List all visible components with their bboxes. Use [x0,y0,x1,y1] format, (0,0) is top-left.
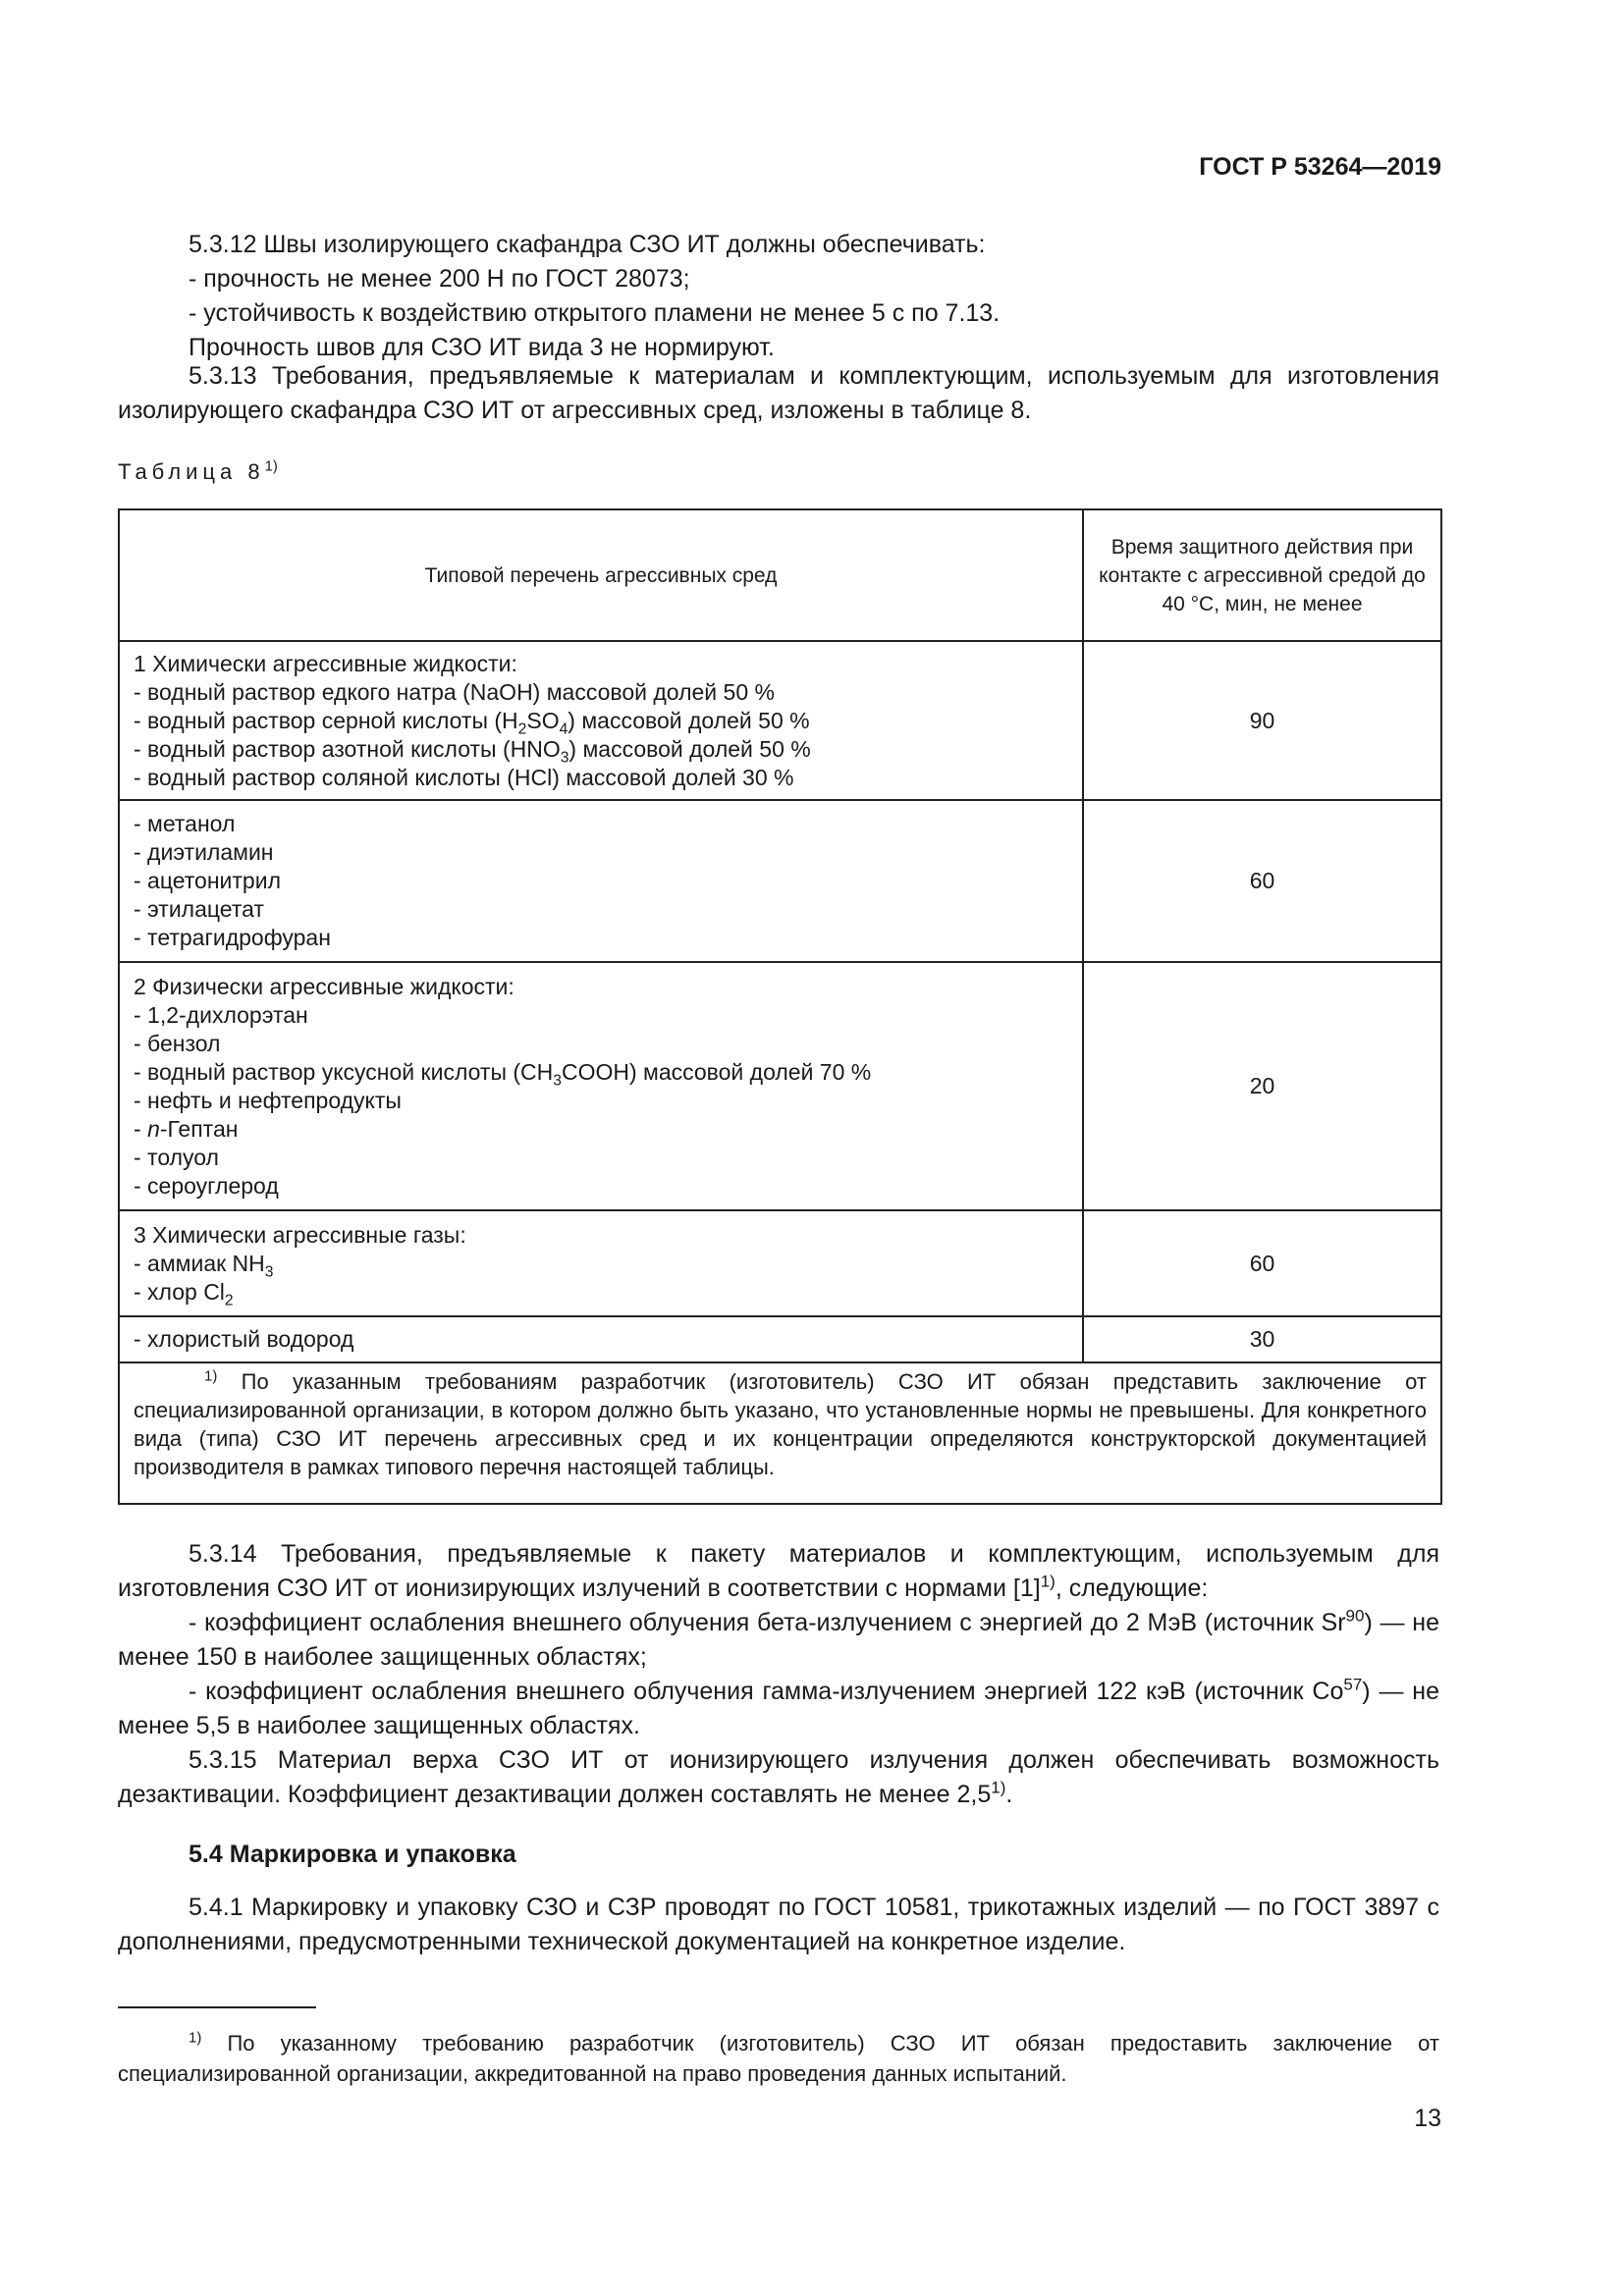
row1-line4: - водный раствор соляной кислоты (HCl) массовой долей 30 % [134,764,794,790]
row3-line6: - толуол [134,1144,219,1170]
table-row-media [119,962,1083,1210]
table-8 [118,508,1442,1505]
table-row-value: 30 [1083,1316,1441,1362]
row5-line1: - хлористый водород [134,1326,354,1352]
table-row-media [119,641,1083,800]
para-5-3-12-intro: 5.3.12 Швы изолирующего скафандра СЗО ИТ должны обеспечивать: [189,231,986,258]
row3-title: 2 Физически агрессивные жидкости: [134,973,514,999]
row2-line1: - метанол [134,811,236,836]
row1-line3: - водный раствор азотной кислоты $(HNO_3)$ массовой долей 50 % [134,735,811,767]
para-5-3-14-item2: - коэффициент ослабления внешнего облучения гамма-излучением энергией 122 кэВ (источник Co$^{57}$) — не менее 5,5 в наиболее защищенных областях. [118,1675,1439,1739]
row1-title: 1 Химически агрессивные жидкости: [134,650,517,676]
para-5-3-13: 5.3.13 Требования, предъявляемые к материалам и комплектующим, используемым для изготовления изолирующего скафандра СЗО ИТ от агрессивных сред, изложены в таблице 8. [118,362,1439,424]
page-footnote [118,2028,1439,2089]
table-row-media [119,1316,1083,1362]
table-header-row [119,509,1441,641]
para-5-3-15: 5.3.15 Материал верха СЗО ИТ от ионизирующего излучения должен обеспечивать возможность дезактивации. Коэффициент дезактивации должен составлять не менее 2,5$^{1)}$. [118,1746,1439,1808]
row3-line5: - n-Гептан [134,1115,239,1142]
table-row-value: 90 [1083,641,1441,800]
para-5-3-12-item1: - прочность не менее 200 Н по ГОСТ 28073; [189,265,690,293]
row4-title: 3 Химически агрессивные газы: [134,1221,466,1248]
section-5-4-title: 5.4 Маркировка и упаковка [189,1841,516,1868]
row4-line2: - хлор $Cl_2$ [134,1278,234,1309]
table-row-media [119,1210,1083,1316]
page-footnote-mark: 1) [189,2029,202,2047]
table-footnote [119,1362,1441,1504]
table-row [119,1210,1441,1316]
table-row-media [119,800,1083,962]
page-footnote-text: По указанному требованию разработчик (изготовитель) СЗО ИТ обязан предоставить заключение от специализированной организации, аккредитованной на право проведения данных испытаний. [118,2031,1439,2086]
table-footnote-text: По указанным требованиям разработчик (изготовитель) СЗО ИТ обязан представить заключение от специализированной организации, в котором должно быть указано, что установленные нормы не превышены. Для конкретного вида (типа) СЗО ИТ перечень агрессивных сред и их концентрации определяются конструкторской документацией производителя в рамках типового перечня настоящей таблицы. [134,1369,1427,1479]
table-row-value: 60 [1083,1210,1441,1316]
table-caption-mark: 1) [264,457,278,475]
table-row [119,641,1441,800]
table-caption-label: Таблица 8 [118,459,265,484]
row1-line2: - водный раствор серной кислоты $(H_2SO_4)$ массовой долей 50 % [134,707,810,738]
table-header-media: Типовой перечень агрессивных сред [119,509,1083,641]
table-row [119,962,1441,1210]
row2-line5: - тетрагидрофуран [134,925,331,950]
row2-line3: - ацетонитрил [134,868,281,893]
footnote-rule [118,2006,316,2008]
table-row [119,1316,1441,1362]
para-5-3-12-note: Прочность швов для СЗО ИТ вида 3 не нормируют. [189,334,775,361]
row3-line2: - бензол [134,1030,221,1056]
row3-line4: - нефть и нефтепродукты [134,1087,402,1113]
para-5-3-14-item1: - коэффициент ослабления внешнего облучения бета-излучением с энергией до 2 МэВ (источник Sr$^{90}$) — не менее 150 в наиболее защищенных областях; [118,1606,1439,1671]
table-row [119,800,1441,962]
table-row-value: 20 [1083,962,1441,1210]
row3-line7: - сероуглерод [134,1172,279,1199]
row3-line3: - водный раствор уксусной кислоты $(CH_3COOH)$ массовой долей 70 % [134,1058,872,1090]
row2-line2: - диэтиламин [134,839,274,865]
table-footnote-mark: 1) [204,1367,218,1385]
row3-line1: - 1,2-дихлорэтан [134,1001,308,1028]
page-number: 13 [1414,2105,1441,2132]
para-5-3-14-intro: 5.3.14 Требования, предъявляемые к пакету материалов и комплектующим, используемым для изготовления СЗО ИТ от ионизирующих излучений в соответствии с нормами $[1]^{1)}$, следующие: [118,1540,1439,1602]
row4-line1: - аммиак $NH_3$ [134,1250,274,1281]
table-footnote-row [119,1362,1441,1504]
para-5-4-1: 5.4.1 Маркировку и упаковку СЗО и СЗР проводят по ГОСТ 10581, трикотажных изделий — по ГОСТ 3897 с дополнениями, предусмотренными технической документацией на конкретное изделие. [118,1894,1439,1955]
table-header-time: Время защитного действия при контакте с агрессивной средой до 40 °С, мин, не менее [1083,509,1441,641]
row1-line1: - водный раствор едкого натра (NaOH) массовой долей 50 % [134,678,775,705]
table-caption [118,459,278,485]
para-5-3-12-item2: - устойчивость к воздействию открытого пламени не менее 5 с по 7.13. [189,299,1001,327]
standard-code: ГОСТ Р 53264—2019 [1199,153,1441,181]
row2-line4: - этилацетат [134,896,264,922]
table-row-value: 60 [1083,800,1441,962]
